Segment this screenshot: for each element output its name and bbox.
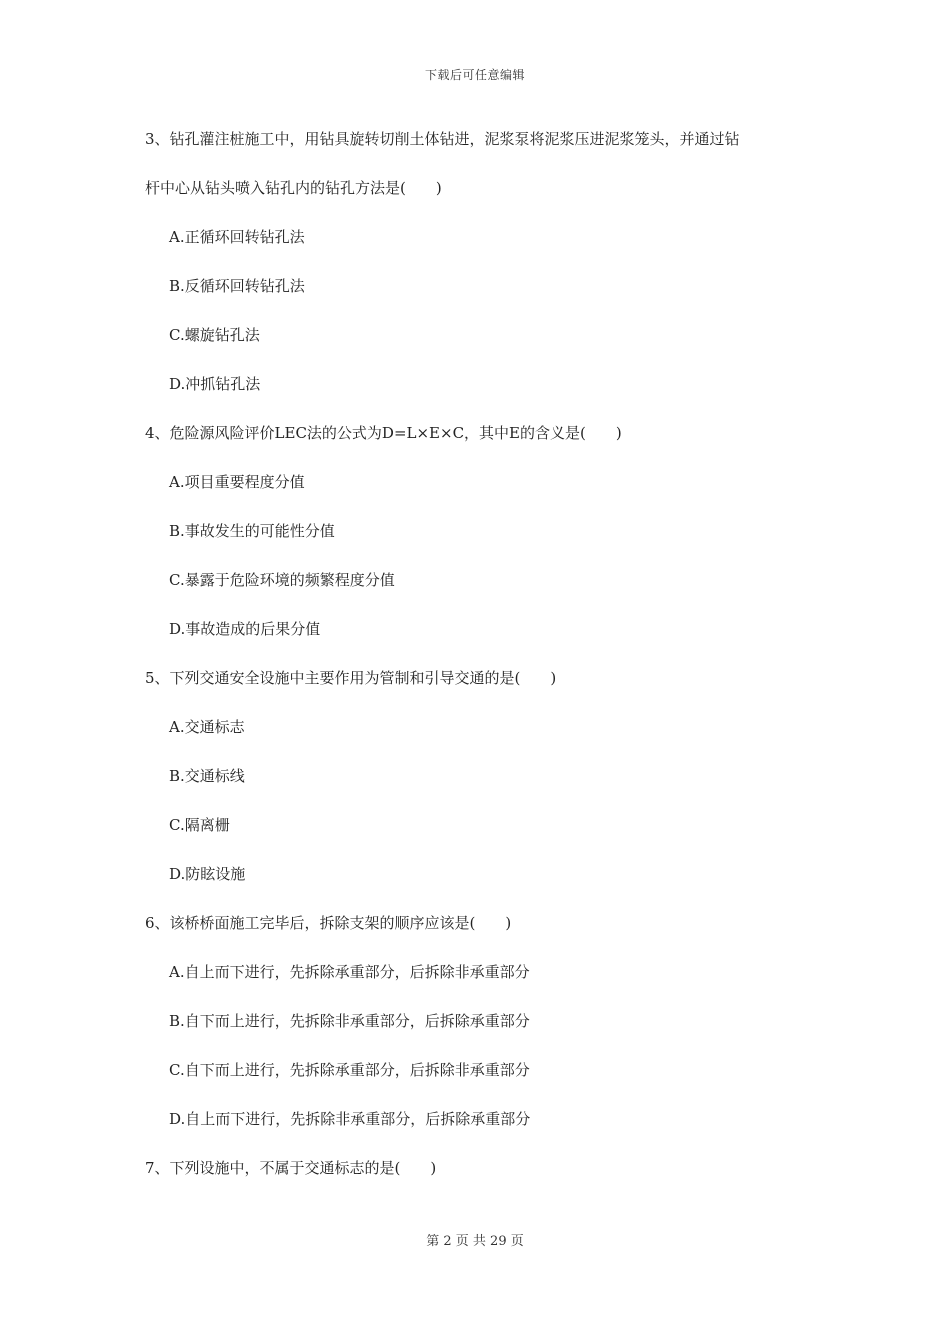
question-4 [145, 416, 825, 450]
question-3-line-1: 3、钻孔灌注桩施工中，用钻具旋转切削土体钻进，泥浆泵将泥浆压进泥浆笼头，并通过钻 [145, 130, 740, 148]
question-5-option-a: A.交通标志 [169, 718, 245, 736]
question-5-option-c: C.隔离栅 [169, 816, 230, 834]
question-6 [145, 906, 825, 940]
question-4-option-b: B.事故发生的可能性分值 [169, 522, 335, 540]
question-5-option-d: D.防眩设施 [169, 865, 246, 883]
question-3-option-d: D.冲抓钻孔法 [169, 375, 261, 393]
question-6-option-d: D.自上而下进行，先拆除非承重部分，后拆除承重部分 [169, 1110, 531, 1128]
question-5-line-1: 5、下列交通安全设施中主要作用为管制和引导交通的是( ) [145, 669, 557, 687]
question-4-option-a: A.项目重要程度分值 [169, 473, 305, 491]
question-3-option-c: C.螺旋钻孔法 [169, 326, 260, 344]
question-6-option-c: C.自下而上进行，先拆除承重部分，后拆除非承重部分 [169, 1061, 530, 1079]
question-7 [145, 1151, 825, 1185]
page-header: 下载后可任意编辑 [424, 68, 525, 82]
question-3-line-2: 杆中心从钻头喷入钻孔内的钻孔方法是( ) [145, 179, 442, 197]
question-3-option-a: A.正循环回转钻孔法 [169, 228, 305, 246]
page-footer: 第 2 页 共 29 页 [426, 1234, 524, 1249]
question-4-line-1: 4、危险源风险评价LEC法的公式为D=L×E×C，其中E的含义是( ) [145, 424, 622, 442]
question-4-option-c: C.暴露于危险环境的频繁程度分值 [169, 571, 395, 589]
question-5-option-b: B.交通标线 [169, 767, 245, 785]
question-3 [145, 122, 825, 205]
question-6-option-b: B.自下而上进行，先拆除非承重部分，后拆除承重部分 [169, 1012, 530, 1030]
question-7-line-1: 7、下列设施中，不属于交通标志的是( ) [145, 1159, 437, 1177]
question-5 [145, 661, 825, 695]
question-list [145, 122, 825, 1185]
question-4-option-d: D.事故造成的后果分值 [169, 620, 321, 638]
question-3-option-b: B.反循环回转钻孔法 [169, 277, 305, 295]
question-6-option-a: A.自上而下进行，先拆除承重部分，后拆除非承重部分 [169, 963, 530, 981]
question-6-line-1: 6、该桥桥面施工完毕后，拆除支架的顺序应该是( ) [145, 914, 512, 932]
